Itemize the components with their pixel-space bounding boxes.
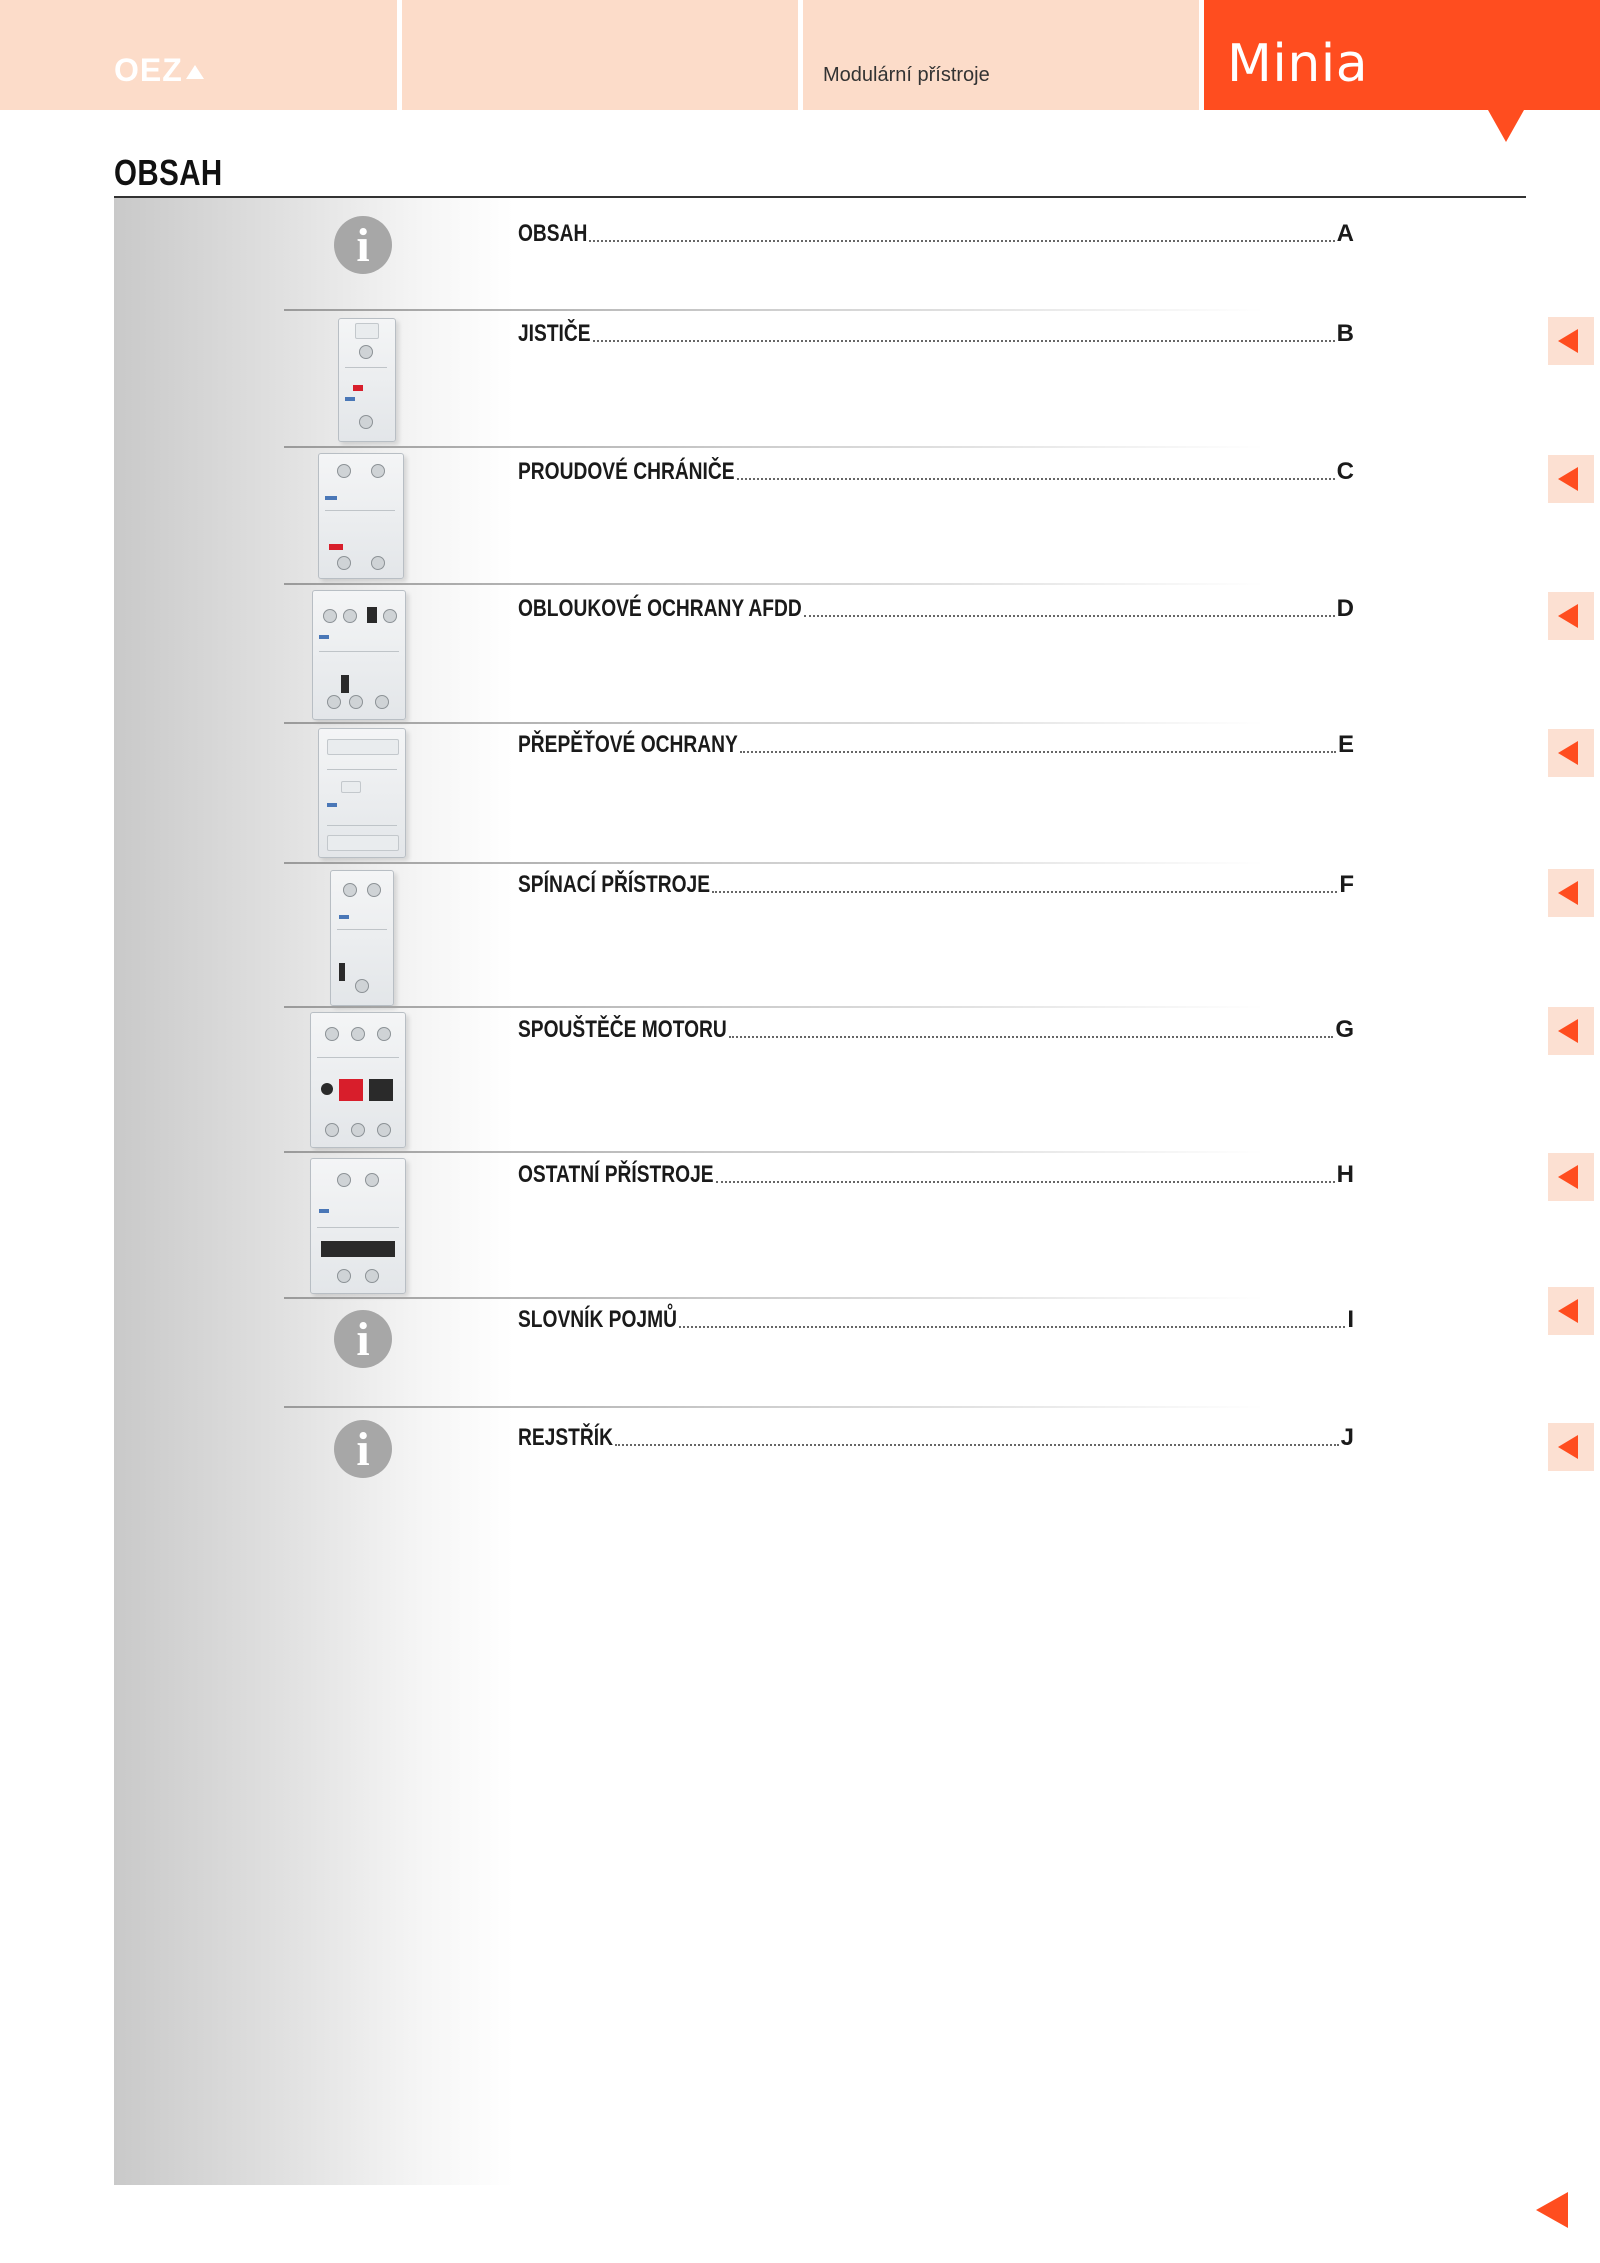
row-divider	[284, 722, 1264, 724]
toc-leader-dots	[716, 1180, 1335, 1183]
toc-section-letter: D	[1336, 595, 1354, 622]
row-divider	[284, 583, 1264, 585]
toc-entry[interactable]	[518, 458, 1354, 486]
toc-section-letter: B	[1336, 320, 1354, 347]
toc-entry[interactable]	[518, 595, 1354, 623]
tab-section-b[interactable]	[1548, 317, 1594, 365]
row-divider	[284, 1406, 1264, 1408]
toc-section-letter: E	[1337, 731, 1354, 758]
toc-entry[interactable]	[518, 871, 1354, 899]
toc-entry[interactable]	[518, 220, 1354, 248]
arrow-left-icon	[1558, 604, 1578, 628]
tab-section-g[interactable]	[1548, 1007, 1594, 1055]
circuit-breaker-image	[338, 318, 396, 442]
info-icon: i	[334, 1420, 392, 1478]
toc-section-letter: I	[1347, 1306, 1354, 1333]
toc-leader-dots	[712, 890, 1337, 893]
logo-triangle-icon	[186, 65, 204, 79]
arrow-left-icon	[1558, 329, 1578, 353]
arrow-left-icon	[1558, 881, 1578, 905]
surge-protector-image	[318, 728, 406, 858]
tab-section-f[interactable]	[1548, 869, 1594, 917]
toc-leader-dots	[589, 239, 1334, 242]
page-header	[0, 0, 1600, 110]
arrow-left-icon	[1558, 1019, 1578, 1043]
tab-section-j[interactable]	[1548, 1423, 1594, 1471]
row-divider	[284, 446, 1264, 448]
toc-leader-dots	[615, 1443, 1339, 1446]
page-title: OBSAH	[114, 152, 223, 193]
toc-entry[interactable]	[518, 731, 1354, 759]
arrow-left-icon	[1558, 467, 1578, 491]
header-notch-icon	[1488, 110, 1524, 142]
toc-label: REJSTŘÍK	[518, 1424, 613, 1451]
toc-leader-dots	[729, 1035, 1334, 1038]
logo-text: OEZ	[114, 51, 183, 88]
row-divider	[284, 309, 1264, 311]
toc-entry[interactable]	[518, 320, 1354, 348]
toc-leader-dots	[804, 614, 1335, 617]
tab-section-h[interactable]	[1548, 1153, 1594, 1201]
toc-leader-dots	[737, 477, 1335, 480]
toc-leader-dots	[679, 1325, 1345, 1328]
arrow-left-icon[interactable]	[1536, 2192, 1568, 2228]
residual-current-device-image	[318, 453, 404, 579]
row-divider	[284, 1006, 1264, 1008]
toc-section-letter: C	[1336, 458, 1354, 485]
header-segment-subtitle	[803, 0, 1199, 110]
row-divider	[284, 862, 1264, 864]
arrow-left-icon	[1558, 741, 1578, 765]
toc-label: JISTIČE	[518, 320, 591, 347]
header-segment-logo	[0, 0, 397, 110]
arrow-left-icon	[1558, 1165, 1578, 1189]
toc-label: SPOUŠTĚČE MOTORU	[518, 1016, 727, 1043]
toc-entry[interactable]	[518, 1306, 1354, 1334]
toc-label: OBSAH	[518, 220, 588, 247]
tab-section-c[interactable]	[1548, 455, 1594, 503]
header-segment-blank	[402, 0, 798, 110]
row-divider	[284, 1151, 1264, 1153]
header-brand: Minia	[1227, 34, 1369, 94]
toc-leader-dots	[593, 339, 1335, 342]
toc-label: PŘEPĚŤOVÉ OCHRANY	[518, 731, 738, 758]
tab-section-d[interactable]	[1548, 592, 1594, 640]
toc-label: PROUDOVÉ CHRÁNIČE	[518, 458, 735, 485]
toc-entry[interactable]	[518, 1016, 1354, 1044]
header-subtitle: Modulární přístroje	[823, 64, 990, 86]
tab-section-e[interactable]	[1548, 729, 1594, 777]
row-divider	[284, 1297, 1264, 1299]
toc-label: OBLOUKOVÉ OCHRANY AFDD	[518, 595, 802, 622]
toc-entry[interactable]	[518, 1424, 1354, 1452]
toc-section-letter: A	[1336, 220, 1354, 247]
switching-device-image	[330, 870, 394, 1006]
oez-logo	[114, 50, 204, 90]
toc-section-letter: J	[1340, 1424, 1354, 1451]
toc-section-letter: F	[1339, 871, 1354, 898]
toc-entry[interactable]	[518, 1161, 1354, 1189]
toc-label: OSTATNÍ PŘÍSTROJE	[518, 1161, 714, 1188]
arrow-left-icon	[1558, 1435, 1578, 1459]
toc-section-letter: G	[1335, 1016, 1354, 1043]
motor-starter-image	[310, 1012, 406, 1148]
afdd-device-image	[312, 590, 406, 720]
toc-leader-dots	[740, 750, 1336, 753]
toc-label: SLOVNÍK POJMŮ	[518, 1306, 677, 1333]
toc-label: SPÍNACÍ PŘÍSTROJE	[518, 871, 711, 898]
other-device-image	[310, 1158, 406, 1294]
arrow-left-icon	[1558, 1299, 1578, 1323]
info-icon: i	[334, 216, 392, 274]
info-icon: i	[334, 1310, 392, 1368]
toc-section-letter: H	[1336, 1161, 1354, 1188]
tab-section-i[interactable]	[1548, 1287, 1594, 1335]
